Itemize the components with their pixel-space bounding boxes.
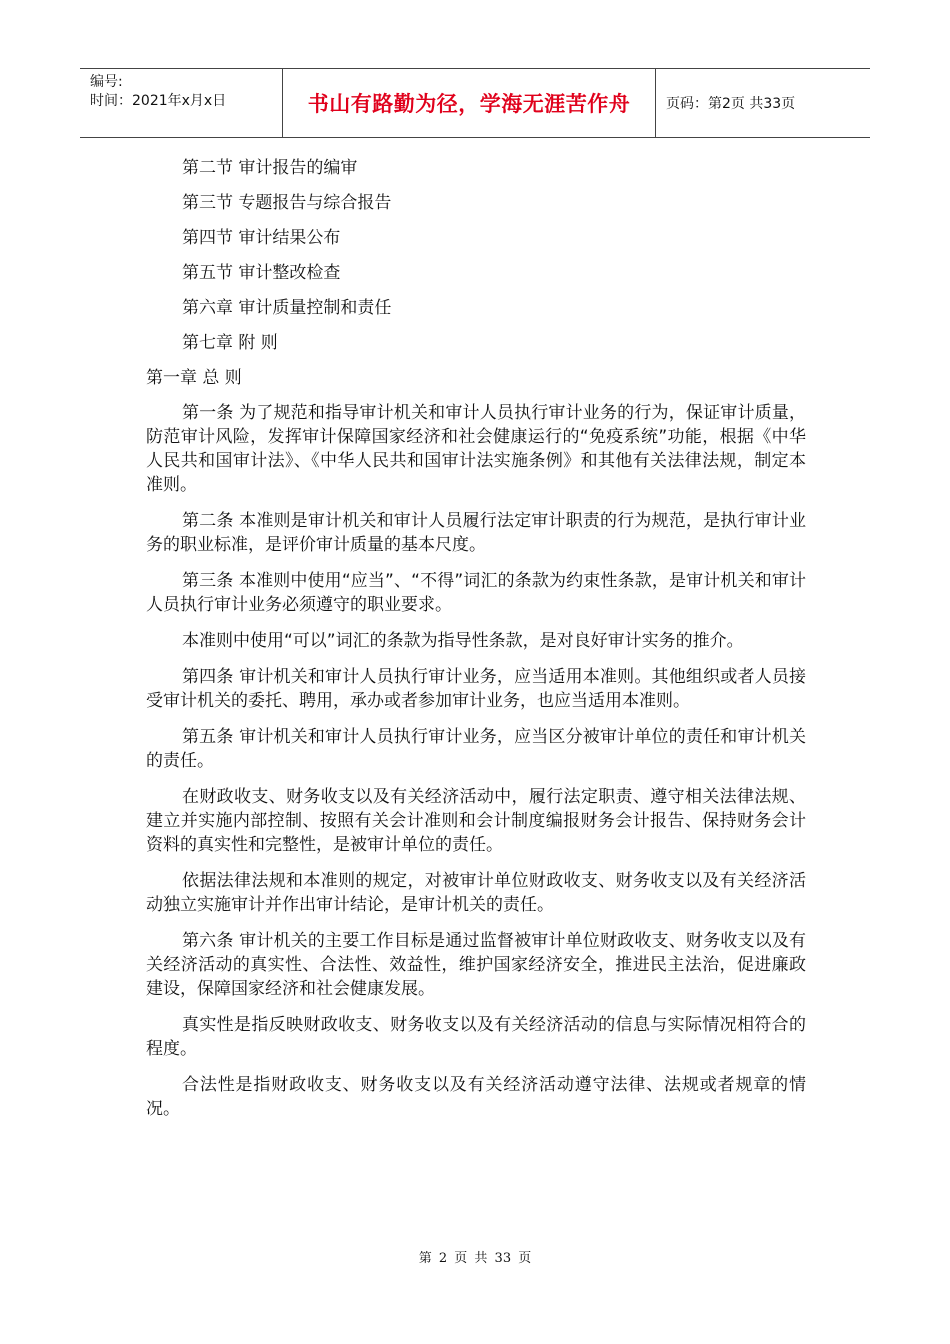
article-paragraph: 本准则中使用“可以”词汇的条款为指导性条款，是对良好审计实务的推介。	[182, 631, 744, 651]
article-paragraph: 第四条 审计机关和审计人员执行审计业务，应当适用本准则。其他组织或者人员接受审计机关的委托、聘用，承办或者参加审计业务，也应当适用本准则。	[146, 667, 806, 711]
header-page-info: 页码：第2页 共33页	[666, 96, 796, 112]
article-paragraph: 真实性是指反映财政收支、财务收支以及有关经济活动的信息与实际情况相符合的程度。	[146, 1015, 806, 1059]
document-body	[146, 156, 806, 1133]
article-paragraph: 在财政收支、财务收支以及有关经济活动中，履行法定职责、遵守相关法律法规、建立并实施内部控制、按照有关会计准则和会计制度编报财务会计报告、保持财务会计资料的真实性和完整性，是被审计单位的责任。	[146, 787, 806, 855]
article-paragraph: 合法性是指财政收支、财务收支以及有关经济活动遵守法律、法规或者规章的情况。	[146, 1075, 806, 1119]
toc-item: 第七章 附 则	[182, 333, 278, 353]
article-paragraph: 第二条 本准则是审计机关和审计人员履行法定审计职责的行为规范，是执行审计业务的职业标准，是评价审计质量的基本尺度。	[146, 511, 806, 555]
toc-item: 第三节 专题报告与综合报告	[182, 193, 392, 213]
toc-item: 第二节 审计报告的编审	[182, 158, 358, 178]
article-paragraph: 第三条 本准则中使用“应当”、“不得”词汇的条款为约束性条款，是审计机关和审计人员执行审计业务必须遵守的职业要求。	[146, 571, 806, 615]
toc-item: 第五节 审计整改检查	[182, 263, 341, 283]
header-motto: 书山有路勤为径，学海无涯苦作舟	[283, 69, 656, 137]
header-meta	[80, 69, 283, 137]
page-footer: 第 2 页 共 33 页	[418, 1251, 532, 1266]
article-paragraph: 依据法律法规和本准则的规定，对被审计单位财政收支、财务收支以及有关经济活动独立实施审计并作出审计结论，是审计机关的责任。	[146, 871, 806, 915]
chapter-title: 第一章 总 则	[146, 368, 242, 388]
article-paragraph: 第五条 审计机关和审计人员执行审计业务，应当区分被审计单位的责任和审计机关的责任。	[146, 727, 806, 771]
document-number-label: 编号:	[90, 74, 123, 90]
toc-item: 第四节 审计结果公布	[182, 228, 341, 248]
document-date: 时间：2021年x月x日	[90, 93, 227, 109]
article-paragraph: 第六条 审计机关的主要工作目标是通过监督被审计单位财政收支、财务收支以及有关经济活动的真实性、合法性、效益性，维护国家经济安全，推进民主法治，促进廉政建设，保障国家经济和社会健康发展。	[146, 931, 806, 999]
document-header	[80, 68, 870, 138]
toc-item: 第六章 审计质量控制和责任	[182, 298, 392, 318]
article-paragraph: 第一条 为了规范和指导审计机关和审计人员执行审计业务的行为，保证审计质量，防范审计风险，发挥审计保障国家经济和社会健康运行的“免疫系统”功能，根据《中华人民共和国审计法》、《中华人民共和国审计法实施条例》和其他有关法律法规，制定本准则。	[146, 403, 806, 495]
